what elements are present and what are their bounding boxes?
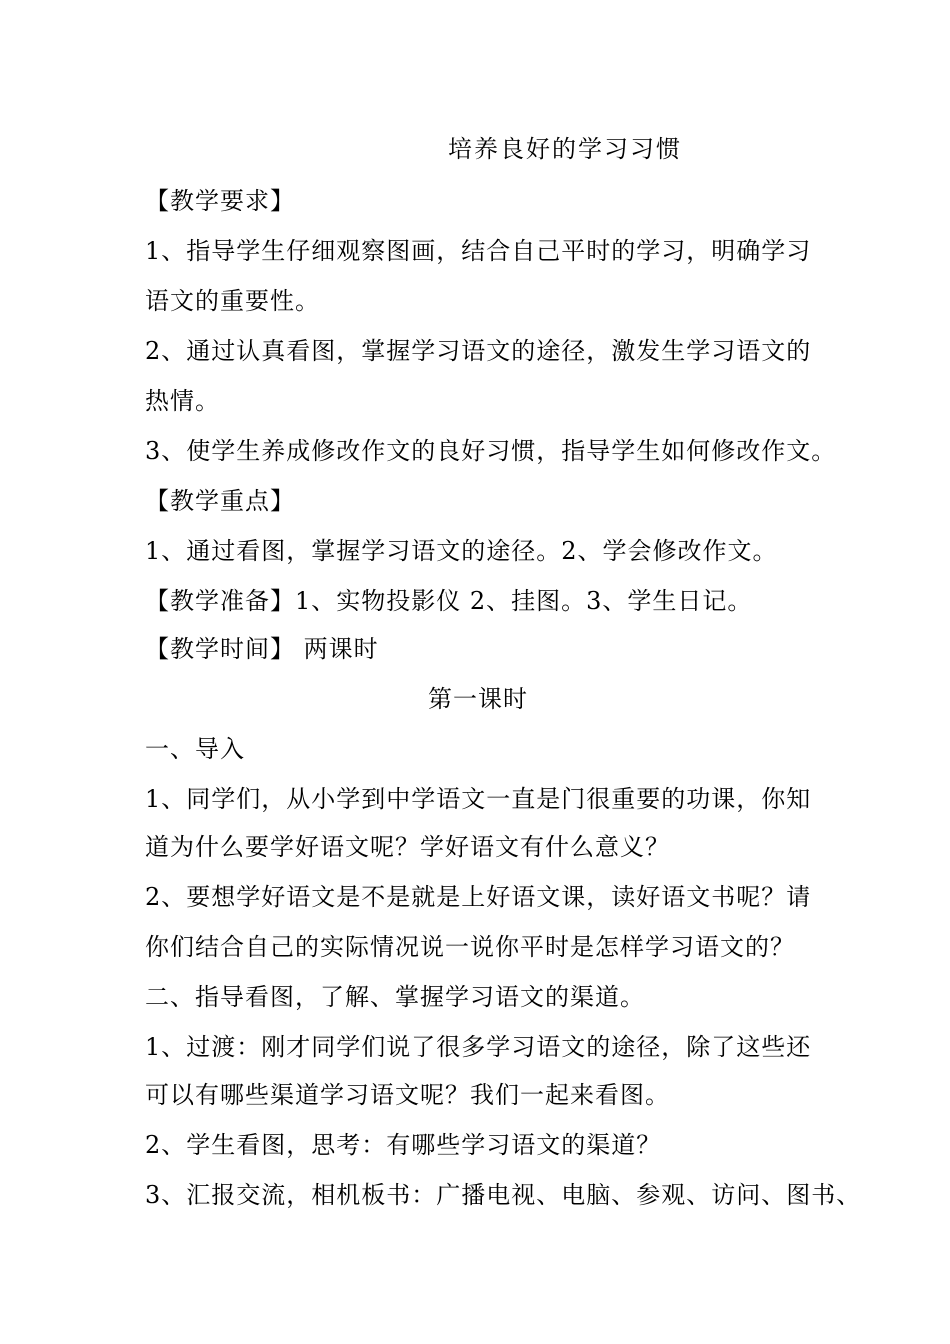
section-heading-preparation: 【教学准备】1、实物投影仪 2、挂图。3、学生日记。: [145, 587, 753, 615]
paragraph-line: 3、汇报交流，相机板书：广播电视、电脑、参观、访问、图书、: [145, 1181, 862, 1209]
section-heading-requirements: 【教学要求】: [145, 187, 295, 215]
paragraph-line: 可以有哪些渠道学习语文呢？我们一起来看图。: [145, 1081, 670, 1109]
paragraph-line: 1、指导学生仔细观察图画，结合自己平时的学习，明确学习: [145, 237, 812, 265]
paragraph-line: 2、通过认真看图，掌握学习语文的途径，激发生学习语文的: [145, 337, 812, 365]
document-title: 培养良好的学习习惯: [448, 135, 682, 163]
paragraph-line: 热情。: [145, 387, 220, 415]
paragraph-line: 1、过渡：刚才同学们说了很多学习语文的途径，除了这些还: [145, 1033, 812, 1061]
paragraph-line: 你们结合自己的实际情况说一说你平时是怎样学习语文的？: [145, 933, 795, 961]
lesson-heading: 第一课时: [428, 685, 528, 713]
paragraph-line: 2、学生看图，思考：有哪些学习语文的渠道？: [145, 1131, 662, 1159]
subsection-heading: 二、指导看图，了解、掌握学习语文的渠道。: [145, 983, 645, 1011]
paragraph-line: 语文的重要性。: [145, 287, 320, 315]
paragraph-line: 道为什么要学好语文呢？学好语文有什么意义？: [145, 833, 670, 861]
paragraph-line: 1、同学们，从小学到中学语文一直是门很重要的功课，你知: [145, 785, 812, 813]
paragraph-line: 2、要想学好语文是不是就是上好语文课，读好语文书呢？请: [145, 883, 812, 911]
section-heading-key-points: 【教学重点】: [145, 487, 295, 515]
paragraph-line: 1、通过看图，掌握学习语文的途径。2、学会修改作文。: [145, 537, 778, 565]
section-heading-time: 【教学时间】 两课时: [145, 635, 379, 663]
subsection-heading: 一、导入: [145, 735, 245, 763]
paragraph-line: 3、使学生养成修改作文的良好习惯，指导学生如何修改作文。: [145, 437, 837, 465]
